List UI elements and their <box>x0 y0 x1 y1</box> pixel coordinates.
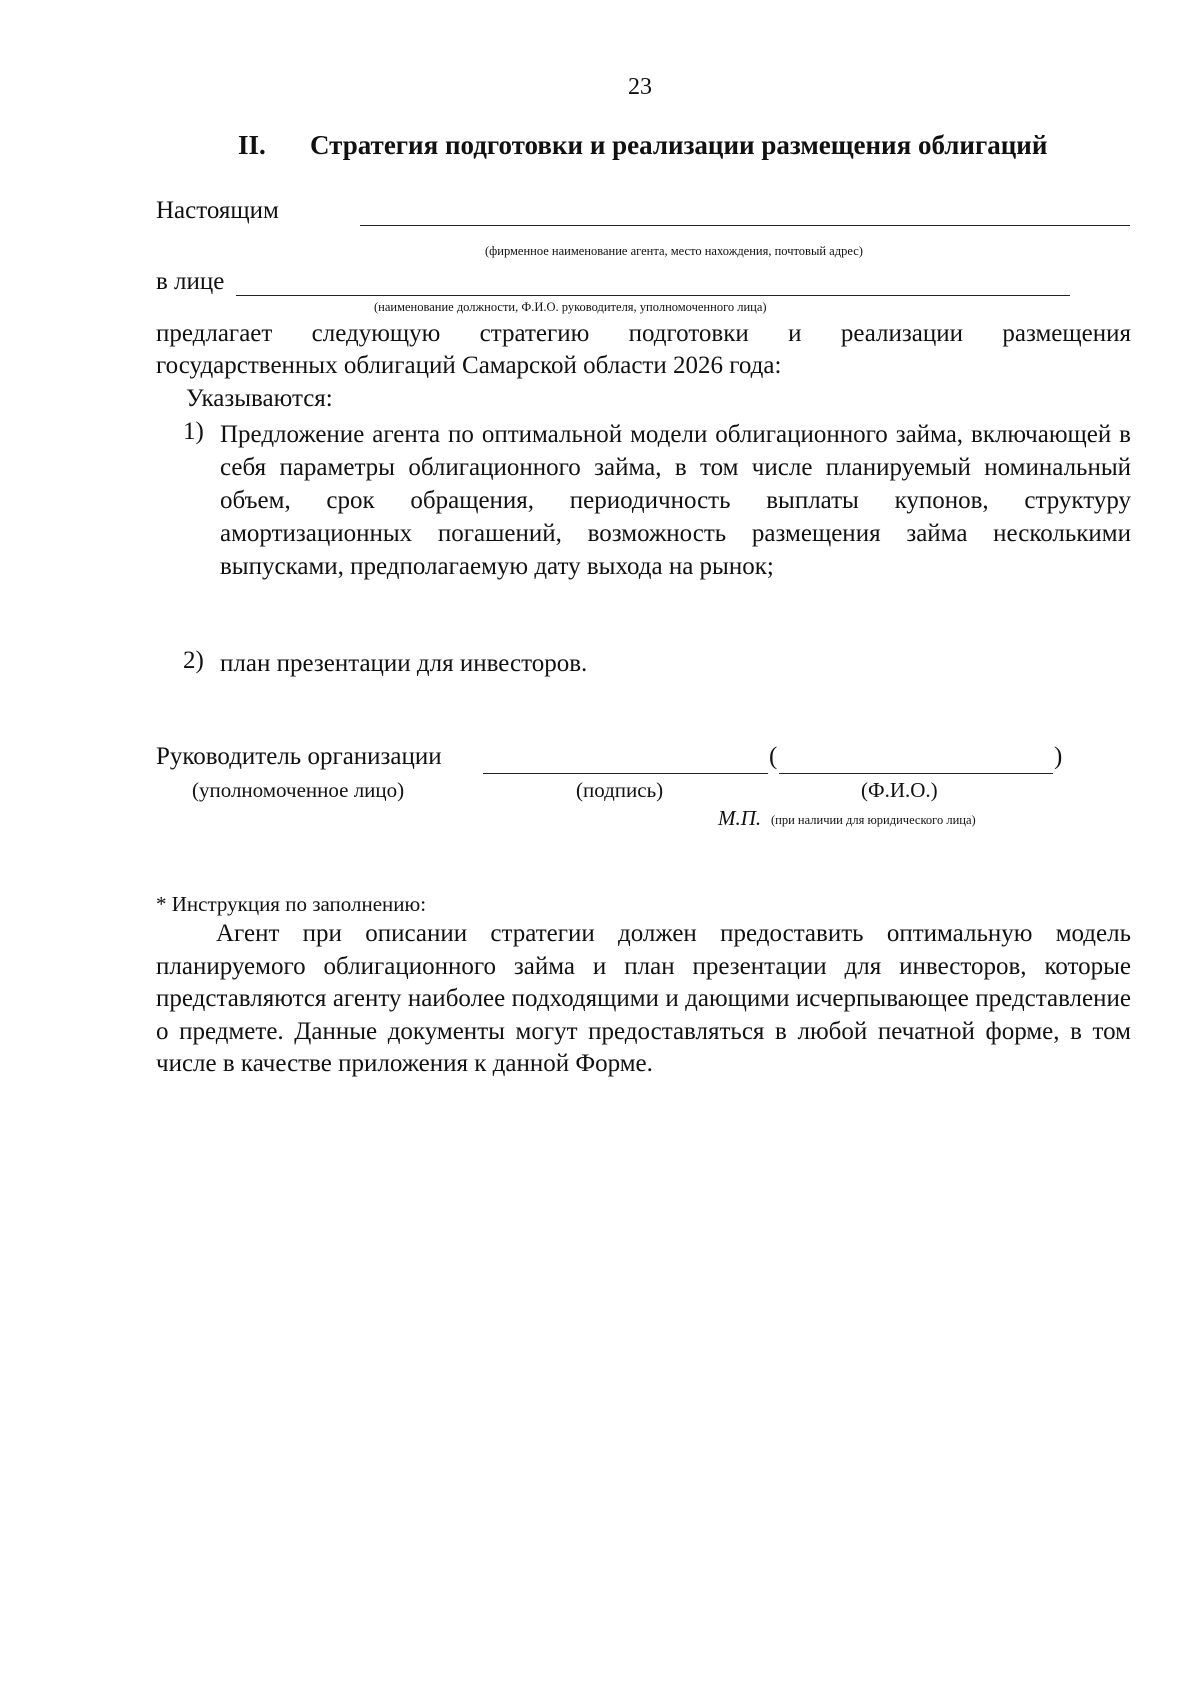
signature-field[interactable] <box>483 773 768 774</box>
instruction-text: Агент при описании стратегии должен предоставить оптимальную модель планируемого облигационного займа и план презентации для инвесторов, которые представляются агенту наиболее подходящими и дающими исчерпывающее представление о предмете. Данные документы могут предоставляться в любой печатной форме, в том числе в качестве приложения к данной Форме. <box>156 920 1131 1077</box>
item-1-text: Предложение агента по оптимальной модели облигационного займа, включающей в себя параметры облигационного займа, в том числе планируемый номинальный объем, срок обращения, периодичность выплаты купонов, структуру амортизационных погашений, возможность размещения займа несколькими выпусками, предполагаемую дату выхода на рынок; <box>220 421 1131 580</box>
stamp-note: (при наличии для юридического лица) <box>771 813 976 827</box>
fio-field[interactable] <box>779 773 1053 774</box>
section-number: II. <box>238 130 266 160</box>
item-1-number: 1) <box>183 418 204 445</box>
intro-line-1: предлагает следующую стратегию подготовки и реализации размещения <box>156 320 1131 347</box>
person-label: в лице <box>156 268 225 295</box>
name-open-paren: ( <box>769 743 778 770</box>
page-number: 23 <box>628 74 652 100</box>
presenter-label: Настоящим <box>156 197 279 224</box>
person-field-caption: (наименование должности, Ф.И.О. руководителя, уполномоченного лица) <box>374 300 767 314</box>
item-2-text: план презентации для инвесторов. <box>220 650 588 677</box>
agent-field-caption: (фирменное наименование агента, место нахождения, почтовый адрес) <box>485 244 863 258</box>
item-2-number: 2) <box>183 647 204 674</box>
section-title: Стратегия подготовки и реализации размещения облигаций <box>310 130 1048 160</box>
caption-signature: (подпись) <box>576 778 664 802</box>
agent-name-field[interactable] <box>360 225 1130 226</box>
indicated-label: Указываются: <box>186 385 333 412</box>
intro-line-2: государственных облигаций Самарской области 2026 года: <box>156 352 782 379</box>
instruction-title: * Инструкция по заполнению: <box>156 892 427 916</box>
signature-label: Руководитель организации <box>156 743 442 770</box>
stamp-mp: М.П. <box>718 806 762 830</box>
name-close-paren: ) <box>1054 743 1063 770</box>
caption-authorized-person: (уполномоченное лицо) <box>192 778 405 802</box>
person-name-field[interactable] <box>236 295 1070 296</box>
caption-fio: (Ф.И.О.) <box>861 778 938 802</box>
